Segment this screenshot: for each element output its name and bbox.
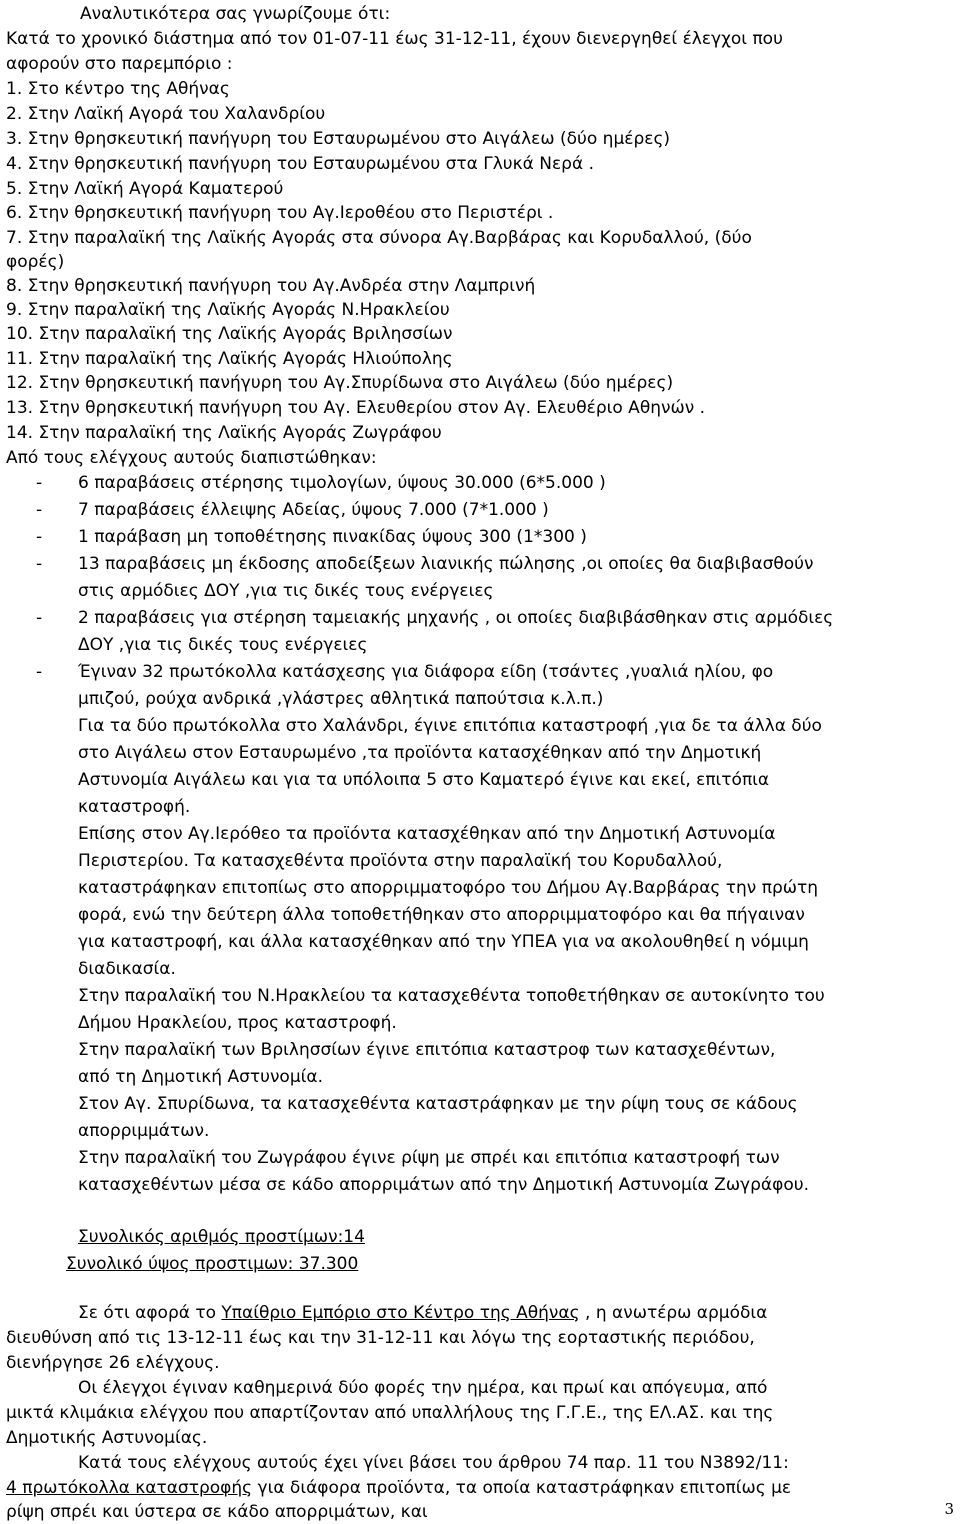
list-item: 14. Στην παραλαϊκή της Λαϊκής Αγοράς Ζωγράφου [6, 423, 442, 443]
detail-line: καταστράφηκαν επιτοπίως στο απορριμματοφόρο του Δήμου Αγ.Βαρβάρας την πρώτη [78, 878, 818, 898]
detail-line: απορριμμάτων. [78, 1121, 210, 1141]
detail-line: καταστροφή. [78, 797, 191, 817]
list-item: 6. Στην θρησκευτική πανήγυρη του Αγ.Ιεροθέου στο Περιστέρι . [6, 203, 554, 223]
list-item: 10. Στην παραλαϊκή της Λαϊκής Αγοράς Βριλησσίων [6, 324, 453, 344]
total-fines-count: Συνολικός αριθμός προστίμων:14 [78, 1227, 365, 1247]
center-lead-text: Σε ότι αφορά το [78, 1303, 216, 1323]
list-item: 4. Στην θρησκευτική πανήγυρη του Εσταυρωμένου στα Γλυκά Νερά . [6, 154, 594, 174]
bullet-mark: - [36, 473, 43, 493]
checks-paragraph-line: Δημοτικής Αστυνομίας. [6, 1428, 208, 1448]
law-paragraph-line [6, 1476, 791, 1500]
list-item: 13. Στην θρησκευτική πανήγυρη του Αγ. Ελευθερίου στον Αγ. Ελευθέριο Αθηνών . [6, 398, 706, 418]
list-item-continuation: φορές) [6, 252, 65, 272]
center-lead-tail: , η ανωτέρω αρμόδια [585, 1303, 768, 1323]
center-paragraph-line: διευθύνση από τις 13-12-11 έως και την 31-12-11 και λόγω της εορταστικής περιόδου, [6, 1328, 755, 1348]
intro-heading: Αναλυτικότερα σας γνωρίζουμε ότι: [80, 4, 391, 24]
bullet-mark: - [36, 554, 43, 574]
detail-line: Αστυνομία Αιγάλεω και για τα υπόλοιπα 5 στο Καματερό έγινε και εκεί, επιτόπια [78, 770, 770, 790]
detail-line: Στην παραλαϊκή του Ν.Ηρακλείου τα κατασχεθέντα τοποθετήθηκαν σε αυτοκίνητο του [78, 986, 825, 1006]
bullet-mark: - [36, 608, 43, 628]
list-item: 2. Στην Λαϊκή Αγορά του Χαλανδρίου [6, 104, 326, 124]
detail-line: στο Αιγάλεω στον Εσταυρωμένο ,τα προϊόντα κατασχέθηκαν από την Δημοτική [78, 743, 762, 763]
bullet-mark: - [36, 662, 43, 682]
center-topic-underlined: Υπαίθριο Εμπόριο στο Κέντρο της Αθήνας [221, 1303, 580, 1323]
findings-heading: Από τους ελέγχους αυτούς διαπιστώθηκαν: [6, 448, 377, 468]
finding-item: 1 παράβαση μη τοποθέτησης πινακίδας ύψους 300 (1*300 ) [78, 527, 587, 547]
center-paragraph-lead [78, 1301, 767, 1325]
finding-item: Έγιναν 32 πρωτόκολλα κατάσχεσης για διάφορα είδη (τσάντες ,γυαλιά ηλίου, φο [78, 662, 774, 682]
list-item: 9. Στην παραλαϊκή της Λαϊκής Αγοράς Ν.Ηρακλείου [6, 300, 450, 320]
detail-line: Στην παραλαϊκή των Βριλησσίων έγινε επιτόπια καταστροφ των κατασχεθέντων, [78, 1040, 776, 1060]
intro-line-2: Κατά το χρονικό διάστημα από τον 01-07-11 έως 31-12-11, έχουν διενεργηθεί έλεγχοι που [6, 29, 783, 49]
detail-line: από τη Δημοτική Αστυνομία. [78, 1067, 324, 1087]
list-item: 7. Στην παραλαϊκή της Λαϊκής Αγοράς στα σύνορα Αγ.Βαρβάρας και Κορυδαλλού, (δύο [6, 228, 752, 248]
protocols-underlined: 4 πρωτόκολλα καταστροφής [6, 1478, 253, 1498]
detail-line: Στον Αγ. Σπυρίδωνα, τα κατασχεθέντα καταστράφηκαν με την ρίψη τους σε κάδους [78, 1094, 798, 1114]
detail-line: κατασχεθέντων μέσα σε κάδο απορριμάτων από την Δημοτική Αστυνομία Ζωγράφου. [78, 1175, 809, 1195]
detail-line: Δήμου Ηρακλείου, προς καταστροφή. [78, 1013, 397, 1033]
total-fines-amount: Συνολικό ύψος προστιμων: 37.300 [66, 1254, 359, 1274]
detail-line: φορά, ενώ την δεύτερη άλλα τοποθετήθηκαν στο απορριμματοφόρο και θα πήγαιναν [78, 905, 805, 925]
list-item: 11. Στην παραλαϊκή της Λαϊκής Αγοράς Ηλιούπολης [6, 349, 453, 369]
list-item: 8. Στην θρησκευτική πανήγυρη του Αγ.Ανδρέα στην Λαμπρινή [6, 276, 536, 296]
checks-paragraph-line: μικτά κλιμάκια ελέγχου που απαρτίζονταν από υπαλλήλους της Γ.Γ.Ε., της ΕΛ.ΑΣ. και της [6, 1403, 774, 1423]
finding-item: 13 παραβάσεις μη έκδοσης αποδείξεων λιανικής πώλησης ,οι οποίες θα διαβιβασθούν [78, 554, 814, 574]
law-paragraph-line: ρίψη σπρέι και ύστερα σε κάδο απορριμάτων, και [6, 1502, 428, 1522]
finding-item-continuation: μπιζού, ρούχα ανδρικά ,γλάστρες αθλητικά παπούτσια κ.λ.π.) [78, 689, 604, 709]
checks-paragraph-line: Οι έλεγχοι έγιναν καθημερινά δύο φορές την ημέρα, και πρωί και απόγευμα, από [78, 1378, 768, 1398]
detail-line: διαδικασία. [78, 959, 176, 979]
detail-line: για καταστροφή, και άλλα κατασχέθηκαν από την ΥΠΕΑ για να ακολουθηθεί η νόμιμη [78, 932, 809, 952]
list-item: 12. Στην θρησκευτική πανήγυρη του Αγ.Σπυρίδωνα στο Αιγάλεω (δύο ημέρες) [6, 373, 674, 393]
finding-item: 6 παραβάσεις στέρησης τιμολογίων, ύψους 30.000 (6*5.000 ) [78, 473, 606, 493]
finding-item: 7 παραβάσεις έλλειψης Αδείας, ύψους 7.000 (7*1.000 ) [78, 500, 549, 520]
intro-line-3: αφορούν στο παρεμπόριο : [6, 54, 233, 74]
detail-line: Περιστερίου. Τα κατασχεθέντα προϊόντα στην παραλαϊκή του Κορυδαλλού, [78, 851, 723, 871]
law-line-rest: για διάφορα προϊόντα, τα οποία καταστράφηκαν επιτοπίως με [252, 1478, 792, 1498]
bullet-mark: - [36, 527, 43, 547]
list-item: 3. Στην θρησκευτική πανήγυρη του Εσταυρωμένου στο Αιγάλεω (δύο ημέρες) [6, 129, 671, 149]
finding-item-continuation: ΔΟΥ ,για τις δικές τους ενέργειες [78, 635, 368, 655]
law-paragraph-line: Κατά τους ελέγχους αυτούς έχει γίνει βάσει του άρθρου 74 παρ. 11 του Ν3892/11: [78, 1453, 789, 1473]
finding-item: 2 παραβάσεις για στέρηση ταμειακής μηχανής , οι οποίες διαβιβάσθηκαν στις αρμόδιες [78, 608, 834, 628]
finding-item-continuation: στις αρμόδιες ΔΟΥ ,για τις δικές τους ενέργειες [78, 581, 494, 601]
detail-line: Για τα δύο πρωτόκολλα στο Χαλάνδρι, έγινε επιτόπια καταστροφή ,για δε τα άλλα δύο [78, 716, 822, 736]
bullet-mark: - [36, 500, 43, 520]
detail-line: Επίσης στον Αγ.Ιερόθεο τα προϊόντα κατασχέθηκαν από την Δημοτική Αστυνομία [78, 824, 776, 844]
center-paragraph-line: διενήργησε 26 ελέγχους. [6, 1353, 220, 1373]
list-item: 5. Στην Λαϊκή Αγορά Καματερού [6, 179, 284, 199]
page-number: 3 [944, 1500, 954, 1518]
detail-line: Στην παραλαϊκή του Ζωγράφου έγινε ρίψη με σπρέι και επιτόπια καταστροφή των [78, 1148, 780, 1168]
list-item: 1. Στο κέντρο της Αθήνας [6, 79, 230, 99]
